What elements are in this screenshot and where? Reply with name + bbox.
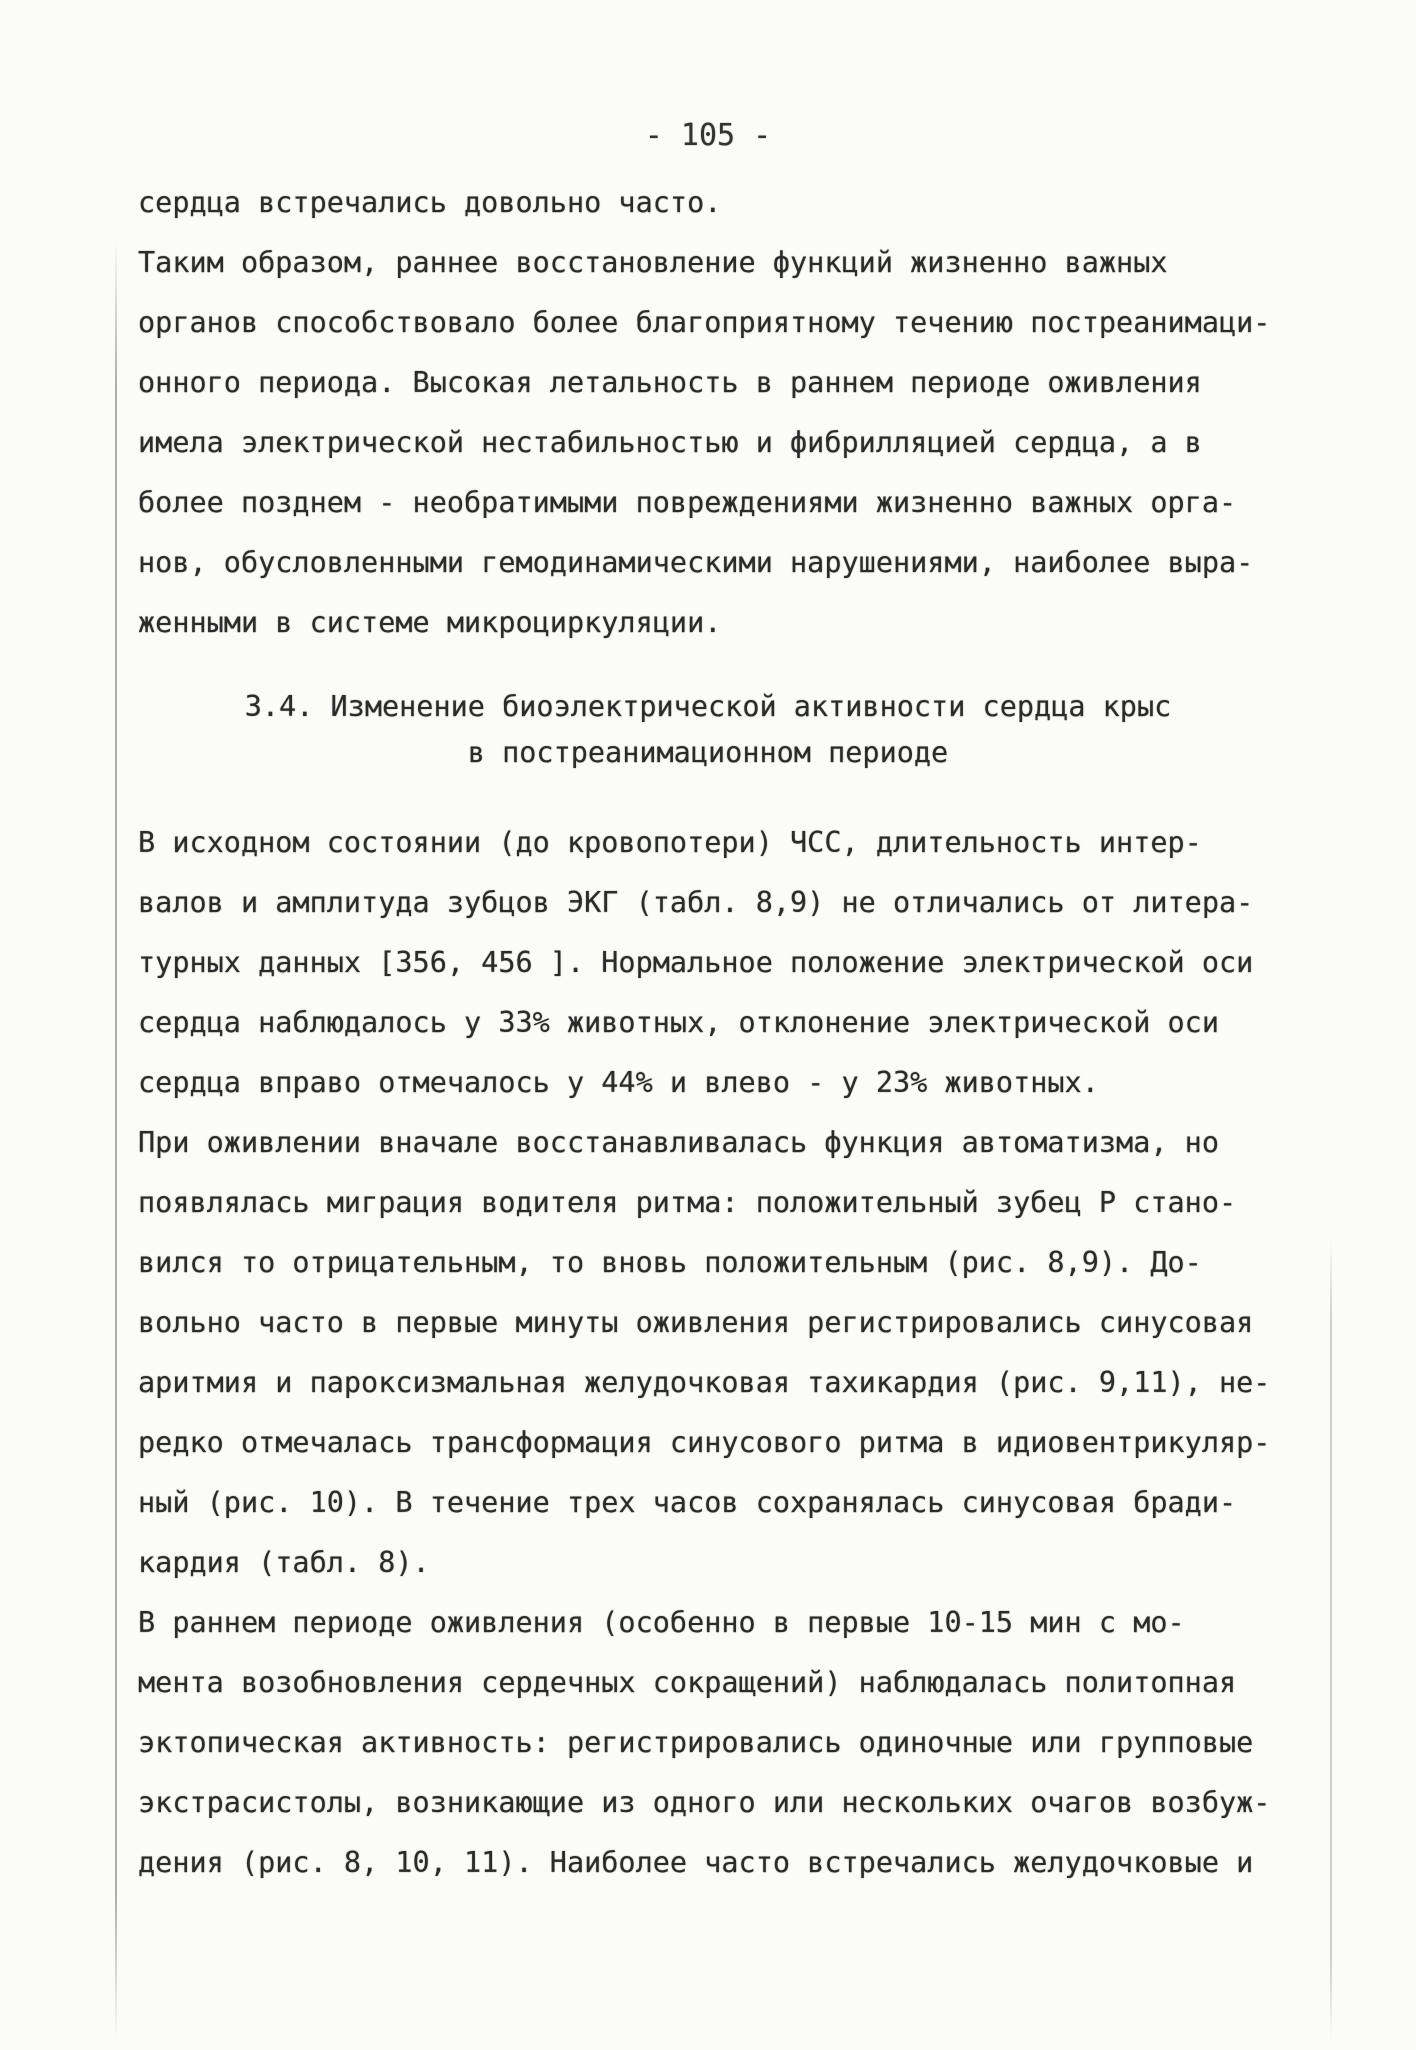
text-line: нов, обусловленными гемодинамическими нарушениями, наиболее выра- bbox=[138, 546, 1254, 579]
text-line: вился то отрицательным, то вновь положительным (рис. 8,9). До- bbox=[138, 1246, 1202, 1279]
text-line: ный (рис. 10). В течение трех часов сохранялась синусовая бради- bbox=[138, 1486, 1237, 1519]
text-line: В исходном состоянии (до кровопотери) ЧСС, длительность интер- bbox=[138, 826, 1202, 859]
left-margin-line bbox=[115, 240, 117, 2040]
text-line: эктопическая активность: регистрировались одиночные или групповые bbox=[138, 1726, 1254, 1759]
text-line: сердца встречались довольно часто. bbox=[138, 186, 722, 219]
text-line: вольно часто в первые минуты оживления регистрировались синусовая bbox=[138, 1306, 1254, 1339]
text-line: аритмия и пароксизмальная желудочковая тахикардия (рис. 9,11), не- bbox=[138, 1366, 1271, 1399]
page-number: - 105 - bbox=[644, 118, 772, 153]
text-line: Таким образом, раннее восстановление функций жизненно важных bbox=[138, 246, 1168, 279]
text-line: дения (рис. 8, 10, 11). Наиболее часто встречались желудочковые и bbox=[138, 1846, 1254, 1879]
text-line: имела электрической нестабильностью и фибрилляцией сердца, а в bbox=[138, 426, 1202, 459]
section-heading-line-1: 3.4. Изменение биоэлектрической активности сердца крыс bbox=[244, 690, 1172, 723]
right-margin-line bbox=[1330, 1240, 1332, 2040]
text-line: органов способствовало более благоприятному течению постреанимаци- bbox=[138, 306, 1271, 339]
text-line: турных данных [356, 456 ]. Нормальное положение электрической оси bbox=[138, 946, 1254, 979]
text-line: появлялась миграция водителя ритма: положительный зубец Р стано- bbox=[138, 1186, 1237, 1219]
text-line: женными в системе микроциркуляции. bbox=[138, 606, 722, 639]
text-line: кардия (табл. 8). bbox=[138, 1546, 430, 1579]
text-line: экстрасистолы, возникающие из одного или нескольких очагов возбуж- bbox=[138, 1786, 1271, 1819]
text-line: мента возобновления сердечных сокращений) наблюдалась политопная bbox=[138, 1666, 1237, 1699]
text-line: сердца наблюдалось у 33% животных, отклонение электрической оси bbox=[138, 1006, 1219, 1039]
section-heading-line-2: в постреанимационном периоде bbox=[467, 736, 949, 769]
text-line: редко отмечалась трансформация синусового ритма в идиовентрикуляр- bbox=[138, 1426, 1271, 1459]
text-line: более позднем - необратимыми повреждениями жизненно важных орга- bbox=[138, 486, 1237, 519]
text-line: При оживлении вначале восстанавливалась функция автоматизма, но bbox=[138, 1126, 1219, 1159]
text-line: сердца вправо отмечалось у 44% и влево - у 23% животных. bbox=[138, 1066, 1099, 1099]
text-line: валов и амплитуда зубцов ЭКГ (табл. 8,9) не отличались от литера- bbox=[138, 886, 1254, 919]
text-line: В раннем периоде оживления (особенно в первые 10-15 мин с мо- bbox=[138, 1606, 1185, 1639]
text-line: онного периода. Высокая летальность в раннем периоде оживления bbox=[138, 366, 1202, 399]
